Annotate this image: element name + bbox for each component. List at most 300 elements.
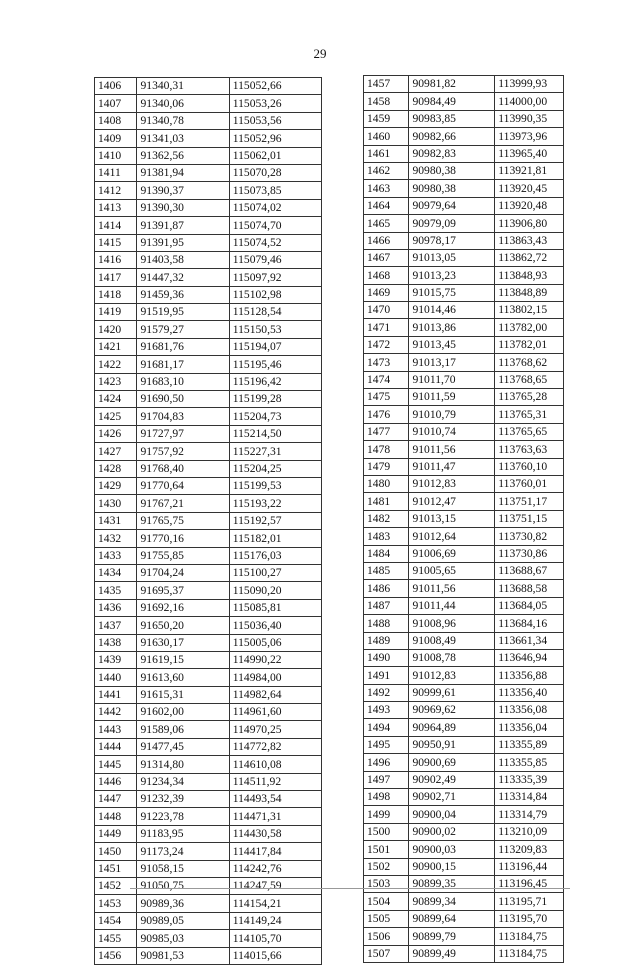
- x-coordinate-cell: 90989,36: [137, 895, 229, 912]
- table-row: [95, 721, 322, 738]
- x-coordinate-cell: 90984,49: [409, 93, 495, 110]
- x-coordinate-cell: 90899,35: [409, 875, 495, 892]
- table-row: [95, 147, 322, 164]
- x-coordinate-cell: 91011,47: [409, 458, 495, 475]
- y-coordinate-cell: 115074,70: [229, 217, 321, 234]
- x-coordinate-cell: 90979,09: [409, 215, 495, 232]
- point-number-cell: 1415: [95, 234, 137, 251]
- point-number-cell: 1410: [95, 147, 137, 164]
- x-coordinate-cell: 91340,31: [137, 78, 229, 95]
- point-number-cell: 1422: [95, 356, 137, 373]
- x-coordinate-cell: 91390,37: [137, 182, 229, 199]
- y-coordinate-cell: 115074,02: [229, 199, 321, 216]
- point-number-cell: 1443: [95, 721, 137, 738]
- y-coordinate-cell: 114105,70: [229, 930, 321, 947]
- table-row: [95, 860, 322, 877]
- y-coordinate-cell: 113906,80: [495, 215, 564, 232]
- y-coordinate-cell: 115005,06: [229, 634, 321, 651]
- x-coordinate-cell: 91173,24: [137, 843, 229, 860]
- y-coordinate-cell: 113335,39: [495, 771, 564, 788]
- point-number-cell: 1414: [95, 217, 137, 234]
- y-coordinate-cell: 115199,53: [229, 477, 321, 494]
- x-coordinate-cell: 91683,10: [137, 373, 229, 390]
- point-number-cell: 1423: [95, 373, 137, 390]
- y-coordinate-cell: 114610,08: [229, 756, 321, 773]
- x-coordinate-cell: 91770,64: [137, 477, 229, 494]
- x-coordinate-cell: 91727,97: [137, 425, 229, 442]
- table-row: [95, 669, 322, 686]
- y-coordinate-cell: 113646,94: [495, 649, 564, 666]
- x-coordinate-cell: 90950,91: [409, 736, 495, 753]
- x-coordinate-cell: 91704,83: [137, 408, 229, 425]
- point-number-cell: 1477: [364, 423, 409, 440]
- y-coordinate-cell: 114149,24: [229, 912, 321, 929]
- y-coordinate-cell: 113730,82: [495, 528, 564, 545]
- x-coordinate-cell: 91768,40: [137, 460, 229, 477]
- point-number-cell: 1444: [95, 738, 137, 755]
- y-coordinate-cell: 115079,46: [229, 251, 321, 268]
- table-row: [95, 164, 322, 181]
- table-row: [364, 893, 564, 910]
- point-number-cell: 1494: [364, 719, 409, 736]
- x-coordinate-cell: 91010,74: [409, 423, 495, 440]
- y-coordinate-cell: 113355,85: [495, 754, 564, 771]
- table-row: [95, 582, 322, 599]
- point-number-cell: 1406: [95, 78, 137, 95]
- x-coordinate-cell: 91690,50: [137, 391, 229, 408]
- y-coordinate-cell: 115193,22: [229, 495, 321, 512]
- point-number-cell: 1407: [95, 95, 137, 112]
- table-row: [364, 232, 564, 249]
- y-coordinate-cell: 113768,65: [495, 371, 564, 388]
- x-coordinate-cell: 90982,83: [409, 145, 495, 162]
- x-coordinate-cell: 91015,75: [409, 284, 495, 301]
- table-row: [95, 773, 322, 790]
- point-number-cell: 1448: [95, 808, 137, 825]
- y-coordinate-cell: 115100,27: [229, 564, 321, 581]
- point-number-cell: 1421: [95, 338, 137, 355]
- x-coordinate-cell: 91013,17: [409, 354, 495, 371]
- table-row: [364, 371, 564, 388]
- point-number-cell: 1457: [364, 76, 409, 93]
- table-row: [95, 338, 322, 355]
- y-coordinate-cell: 113765,65: [495, 423, 564, 440]
- table-row: [95, 234, 322, 251]
- table-row: [364, 302, 564, 319]
- table-row: [364, 841, 564, 858]
- point-number-cell: 1447: [95, 791, 137, 808]
- y-coordinate-cell: 115052,66: [229, 78, 321, 95]
- x-coordinate-cell: 91381,94: [137, 164, 229, 181]
- point-number-cell: 1437: [95, 617, 137, 634]
- point-number-cell: 1419: [95, 304, 137, 321]
- x-coordinate-cell: 91767,21: [137, 495, 229, 512]
- x-coordinate-cell: 91681,76: [137, 338, 229, 355]
- y-coordinate-cell: 115150,53: [229, 321, 321, 338]
- table-row: [364, 441, 564, 458]
- x-coordinate-cell: 91403,58: [137, 251, 229, 268]
- table-row: [364, 145, 564, 162]
- y-coordinate-cell: 115102,98: [229, 286, 321, 303]
- y-coordinate-cell: 113209,83: [495, 841, 564, 858]
- point-number-cell: 1501: [364, 841, 409, 858]
- point-number-cell: 1429: [95, 477, 137, 494]
- footer-rule: [130, 888, 570, 889]
- point-number-cell: 1431: [95, 512, 137, 529]
- y-coordinate-cell: 113973,96: [495, 128, 564, 145]
- y-coordinate-cell: 115227,31: [229, 443, 321, 460]
- table-row: [364, 858, 564, 875]
- y-coordinate-cell: 113765,28: [495, 389, 564, 406]
- x-coordinate-cell: 91695,37: [137, 582, 229, 599]
- x-coordinate-cell: 91630,17: [137, 634, 229, 651]
- x-coordinate-cell: 90979,64: [409, 197, 495, 214]
- table-row: [95, 599, 322, 616]
- point-number-cell: 1481: [364, 493, 409, 510]
- x-coordinate-cell: 91704,24: [137, 564, 229, 581]
- point-number-cell: 1439: [95, 651, 137, 668]
- table-row: [95, 530, 322, 547]
- y-coordinate-cell: 115074,52: [229, 234, 321, 251]
- table-row: [95, 304, 322, 321]
- x-coordinate-cell: 90900,15: [409, 858, 495, 875]
- y-coordinate-cell: 113184,75: [495, 945, 564, 962]
- table-row: [364, 423, 564, 440]
- table-row: [95, 791, 322, 808]
- table-row: [364, 789, 564, 806]
- x-coordinate-cell: 91757,92: [137, 443, 229, 460]
- table-row: [95, 877, 322, 894]
- point-number-cell: 1411: [95, 164, 137, 181]
- x-coordinate-cell: 91012,64: [409, 528, 495, 545]
- x-coordinate-cell: 90981,82: [409, 76, 495, 93]
- y-coordinate-cell: 114970,25: [229, 721, 321, 738]
- y-coordinate-cell: 115182,01: [229, 530, 321, 547]
- x-coordinate-cell: 90980,38: [409, 180, 495, 197]
- point-number-cell: 1461: [364, 145, 409, 162]
- x-coordinate-cell: 90983,85: [409, 110, 495, 127]
- y-coordinate-cell: 113661,34: [495, 632, 564, 649]
- point-number-cell: 1459: [364, 110, 409, 127]
- x-coordinate-cell: 91391,87: [137, 217, 229, 234]
- x-coordinate-cell: 90982,66: [409, 128, 495, 145]
- point-number-cell: 1455: [95, 930, 137, 947]
- y-coordinate-cell: 113782,01: [495, 336, 564, 353]
- table-row: [95, 634, 322, 651]
- x-coordinate-cell: 91341,03: [137, 130, 229, 147]
- table-row: [95, 930, 322, 947]
- coordinates-table-left: [94, 77, 322, 965]
- table-row: [95, 895, 322, 912]
- y-coordinate-cell: 113763,63: [495, 441, 564, 458]
- table-row: [95, 617, 322, 634]
- point-number-cell: 1434: [95, 564, 137, 581]
- point-number-cell: 1466: [364, 232, 409, 249]
- point-number-cell: 1418: [95, 286, 137, 303]
- y-coordinate-cell: 114772,82: [229, 738, 321, 755]
- point-number-cell: 1484: [364, 545, 409, 562]
- table-row: [95, 391, 322, 408]
- y-coordinate-cell: 113196,44: [495, 858, 564, 875]
- point-number-cell: 1476: [364, 406, 409, 423]
- x-coordinate-cell: 91011,56: [409, 441, 495, 458]
- point-number-cell: 1471: [364, 319, 409, 336]
- y-coordinate-cell: 115073,85: [229, 182, 321, 199]
- point-number-cell: 1480: [364, 475, 409, 492]
- table-row: [364, 458, 564, 475]
- table-row: [95, 738, 322, 755]
- y-coordinate-cell: 115204,73: [229, 408, 321, 425]
- point-number-cell: 1409: [95, 130, 137, 147]
- x-coordinate-cell: 91391,95: [137, 234, 229, 251]
- x-coordinate-cell: 91234,34: [137, 773, 229, 790]
- point-number-cell: 1489: [364, 632, 409, 649]
- table-row: [364, 597, 564, 614]
- x-coordinate-cell: 90989,05: [137, 912, 229, 929]
- x-coordinate-cell: 90999,61: [409, 684, 495, 701]
- y-coordinate-cell: 115053,56: [229, 112, 321, 129]
- point-number-cell: 1502: [364, 858, 409, 875]
- point-number-cell: 1413: [95, 199, 137, 216]
- y-coordinate-cell: 114247,59: [229, 877, 321, 894]
- x-coordinate-cell: 90899,49: [409, 945, 495, 962]
- y-coordinate-cell: 113848,93: [495, 267, 564, 284]
- table-row: [364, 128, 564, 145]
- y-coordinate-cell: 113802,15: [495, 302, 564, 319]
- point-number-cell: 1417: [95, 269, 137, 286]
- point-number-cell: 1464: [364, 197, 409, 214]
- y-coordinate-cell: 115192,57: [229, 512, 321, 529]
- table-row: [95, 825, 322, 842]
- point-number-cell: 1474: [364, 371, 409, 388]
- point-number-cell: 1440: [95, 669, 137, 686]
- point-number-cell: 1503: [364, 875, 409, 892]
- y-coordinate-cell: 113210,09: [495, 823, 564, 840]
- y-coordinate-cell: 113768,62: [495, 354, 564, 371]
- point-number-cell: 1454: [95, 912, 137, 929]
- point-number-cell: 1465: [364, 215, 409, 232]
- y-coordinate-cell: 113760,01: [495, 475, 564, 492]
- point-number-cell: 1504: [364, 893, 409, 910]
- table-row: [95, 356, 322, 373]
- y-coordinate-cell: 113751,17: [495, 493, 564, 510]
- y-coordinate-cell: 114154,21: [229, 895, 321, 912]
- point-number-cell: 1449: [95, 825, 137, 842]
- x-coordinate-cell: 90900,02: [409, 823, 495, 840]
- table-row: [95, 425, 322, 442]
- y-coordinate-cell: 113196,45: [495, 875, 564, 892]
- table-row: [364, 267, 564, 284]
- y-coordinate-cell: 114417,84: [229, 843, 321, 860]
- point-number-cell: 1426: [95, 425, 137, 442]
- x-coordinate-cell: 90902,49: [409, 771, 495, 788]
- table-row: [364, 928, 564, 945]
- point-number-cell: 1497: [364, 771, 409, 788]
- y-coordinate-cell: 113990,35: [495, 110, 564, 127]
- x-coordinate-cell: 91340,78: [137, 112, 229, 129]
- x-coordinate-cell: 90899,34: [409, 893, 495, 910]
- x-coordinate-cell: 90985,03: [137, 930, 229, 947]
- table-row: [364, 945, 564, 962]
- x-coordinate-cell: 91765,75: [137, 512, 229, 529]
- point-number-cell: 1468: [364, 267, 409, 284]
- table-row: [364, 493, 564, 510]
- point-number-cell: 1432: [95, 530, 137, 547]
- y-coordinate-cell: 113684,16: [495, 615, 564, 632]
- point-number-cell: 1424: [95, 391, 137, 408]
- y-coordinate-cell: 115195,46: [229, 356, 321, 373]
- point-number-cell: 1456: [95, 947, 137, 964]
- point-number-cell: 1505: [364, 910, 409, 927]
- point-number-cell: 1442: [95, 704, 137, 721]
- x-coordinate-cell: 91223,78: [137, 808, 229, 825]
- table-row: [95, 756, 322, 773]
- point-number-cell: 1438: [95, 634, 137, 651]
- y-coordinate-cell: 115196,42: [229, 373, 321, 390]
- y-coordinate-cell: 113355,89: [495, 736, 564, 753]
- table-row: [364, 249, 564, 266]
- table-row: [95, 460, 322, 477]
- x-coordinate-cell: 91755,85: [137, 547, 229, 564]
- point-number-cell: 1452: [95, 877, 137, 894]
- point-number-cell: 1425: [95, 408, 137, 425]
- table-row: [364, 684, 564, 701]
- table-row: [364, 284, 564, 301]
- x-coordinate-cell: 91008,78: [409, 649, 495, 666]
- x-coordinate-cell: 90902,71: [409, 789, 495, 806]
- y-coordinate-cell: 114493,54: [229, 791, 321, 808]
- x-coordinate-cell: 91013,23: [409, 267, 495, 284]
- point-number-cell: 1472: [364, 336, 409, 353]
- x-coordinate-cell: 91010,79: [409, 406, 495, 423]
- table-row: [364, 580, 564, 597]
- table-row: [364, 162, 564, 179]
- x-coordinate-cell: 90980,38: [409, 162, 495, 179]
- y-coordinate-cell: 114242,76: [229, 860, 321, 877]
- table-row: [364, 406, 564, 423]
- x-coordinate-cell: 91314,80: [137, 756, 229, 773]
- point-number-cell: 1486: [364, 580, 409, 597]
- x-coordinate-cell: 91012,83: [409, 475, 495, 492]
- table-row: [95, 112, 322, 129]
- point-number-cell: 1490: [364, 649, 409, 666]
- point-number-cell: 1446: [95, 773, 137, 790]
- table-row: [364, 806, 564, 823]
- y-coordinate-cell: 113356,88: [495, 667, 564, 684]
- table-row: [95, 182, 322, 199]
- point-number-cell: 1473: [364, 354, 409, 371]
- y-coordinate-cell: 113848,89: [495, 284, 564, 301]
- y-coordinate-cell: 113195,70: [495, 910, 564, 927]
- x-coordinate-cell: 91615,31: [137, 686, 229, 703]
- table-row: [364, 475, 564, 492]
- table-row: [95, 495, 322, 512]
- point-number-cell: 1499: [364, 806, 409, 823]
- x-coordinate-cell: 91013,86: [409, 319, 495, 336]
- page-number: 29: [313, 46, 327, 61]
- x-coordinate-cell: 91232,39: [137, 791, 229, 808]
- table-row: [95, 651, 322, 668]
- y-coordinate-cell: 115204,25: [229, 460, 321, 477]
- x-coordinate-cell: 91013,05: [409, 249, 495, 266]
- point-number-cell: 1487: [364, 597, 409, 614]
- x-coordinate-cell: 91519,95: [137, 304, 229, 321]
- table-row: [95, 947, 322, 964]
- x-coordinate-cell: 91050,75: [137, 877, 229, 894]
- x-coordinate-cell: 90981,53: [137, 947, 229, 964]
- x-coordinate-cell: 91477,45: [137, 738, 229, 755]
- point-number-cell: 1420: [95, 321, 137, 338]
- y-coordinate-cell: 113920,48: [495, 197, 564, 214]
- table-row: [95, 547, 322, 564]
- x-coordinate-cell: 91447,32: [137, 269, 229, 286]
- point-number-cell: 1478: [364, 441, 409, 458]
- x-coordinate-cell: 91340,06: [137, 95, 229, 112]
- point-number-cell: 1433: [95, 547, 137, 564]
- y-coordinate-cell: 113184,75: [495, 928, 564, 945]
- y-coordinate-cell: 115085,81: [229, 599, 321, 616]
- table-row: [95, 286, 322, 303]
- x-coordinate-cell: 90900,69: [409, 754, 495, 771]
- y-coordinate-cell: 113862,72: [495, 249, 564, 266]
- point-number-cell: 1475: [364, 389, 409, 406]
- x-coordinate-cell: 90899,79: [409, 928, 495, 945]
- table-row: [364, 910, 564, 927]
- point-number-cell: 1488: [364, 615, 409, 632]
- y-coordinate-cell: 113314,84: [495, 789, 564, 806]
- y-coordinate-cell: 113195,71: [495, 893, 564, 910]
- y-coordinate-cell: 114984,00: [229, 669, 321, 686]
- point-number-cell: 1479: [364, 458, 409, 475]
- y-coordinate-cell: 113999,93: [495, 76, 564, 93]
- y-coordinate-cell: 113688,58: [495, 580, 564, 597]
- point-number-cell: 1428: [95, 460, 137, 477]
- y-coordinate-cell: 114982,64: [229, 686, 321, 703]
- x-coordinate-cell: 91390,30: [137, 199, 229, 216]
- table-row: [364, 667, 564, 684]
- y-coordinate-cell: 113782,00: [495, 319, 564, 336]
- x-coordinate-cell: 90964,89: [409, 719, 495, 736]
- table-row: [95, 808, 322, 825]
- table-row: [364, 354, 564, 371]
- x-coordinate-cell: 91013,15: [409, 510, 495, 527]
- table-row: [95, 373, 322, 390]
- y-coordinate-cell: 115128,54: [229, 304, 321, 321]
- y-coordinate-cell: 113760,10: [495, 458, 564, 475]
- point-number-cell: 1416: [95, 251, 137, 268]
- x-coordinate-cell: 90899,64: [409, 910, 495, 927]
- y-coordinate-cell: 114430,58: [229, 825, 321, 842]
- y-coordinate-cell: 115052,96: [229, 130, 321, 147]
- table-row: [95, 95, 322, 112]
- table-row: [95, 564, 322, 581]
- x-coordinate-cell: 91011,56: [409, 580, 495, 597]
- table-row: [95, 199, 322, 216]
- x-coordinate-cell: 91613,60: [137, 669, 229, 686]
- x-coordinate-cell: 90969,62: [409, 702, 495, 719]
- y-coordinate-cell: 115097,92: [229, 269, 321, 286]
- table-row: [95, 843, 322, 860]
- point-number-cell: 1506: [364, 928, 409, 945]
- table-row: [364, 389, 564, 406]
- point-number-cell: 1482: [364, 510, 409, 527]
- x-coordinate-cell: 91770,16: [137, 530, 229, 547]
- y-coordinate-cell: 114961,60: [229, 704, 321, 721]
- y-coordinate-cell: 113356,04: [495, 719, 564, 736]
- point-number-cell: 1436: [95, 599, 137, 616]
- point-number-cell: 1441: [95, 686, 137, 703]
- table-row: [364, 754, 564, 771]
